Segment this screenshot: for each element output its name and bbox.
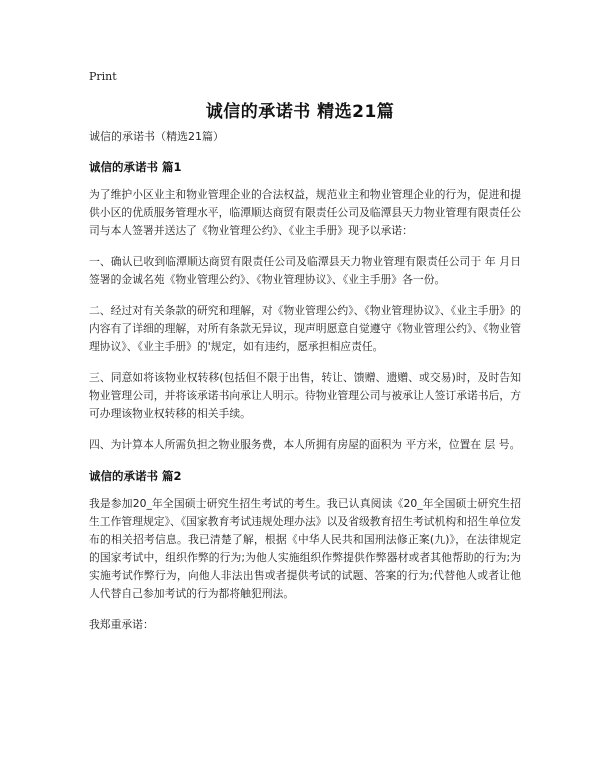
section-heading: 诚信的承诺书 篇2 — [89, 469, 182, 483]
document-subtitle: 诚信的承诺书（精选21篇） — [89, 130, 224, 143]
print-link[interactable]: Print — [89, 70, 117, 83]
paragraph: 一、确认已收到临潭顺达商贸有限责任公司及临潭县天力物业管理有限责任公司于 年 月日签署的金诚名苑《物业管理公约》、《物业管理协议》、《业主手册》各一份。 — [89, 255, 521, 286]
section-2 — [89, 467, 521, 634]
paragraph: 我是参加20_年全国硕士研究生招生考试的考生。我已认真阅读《20_年全国硕士研究生招生工作管理规定》、《国家教育考试违规处理办法》以及省级教育招生考试机构和招生单位发布的相关招考信息。我已清楚了解，根据《中华人民共和国刑法修正案(九)》，在法律规定的国家考试中，组织作弊的行为;为他人实施组织作弊提供作弊器材或者其他帮助的行为;为实施考试作弊行为，向他人非法出售或者提供考试的试题、答案的行为;代替他人或者让他人代替自己参加考试的行为都将触犯刑法。 — [89, 497, 521, 600]
paragraph: 四、为计算本人所需负担之物业服务费，本人所拥有房屋的面积为 平方米，位置在 层 号。 — [89, 438, 521, 451]
section-heading: 诚信的承诺书 篇1 — [89, 160, 182, 174]
document-title: 诚信的承诺书 精选21篇 — [205, 102, 395, 122]
paragraph: 三、同意如将该物业权转移(包括但不限于出售，转让、馈赠、遗赠、或交易)时，及时告知物业管理公司，并将该承诺书向承让人明示。待物业管理公司与被承让人签订承诺书后，方可办理该物业权转移的相关手续。 — [89, 371, 521, 420]
section-1 — [89, 158, 521, 454]
paragraph: 我郑重承诺： — [89, 618, 154, 631]
paragraph: 为了维护小区业主和物业管理企业的合法权益，规范业主和物业管理企业的行为，促进和提供小区的优质服务管理水平，临潭顺达商贸有限责任公司及临潭县天力物业管理有限责任公司与本人签署并送达了《物业管理公约》、《业主手册》现予以承诺： — [89, 188, 521, 237]
paragraph: 二、经过对有关条款的研究和理解，对《物业管理公约》、《物业管理协议》、《业主手册》的内容有了详细的理解，对所有条款无异议，现声明愿意自觉遵守《物业管理公约》、《物业管理协议》、《业主手册》的'规定，如有违约，愿承担相应责任。 — [89, 304, 521, 353]
document-body — [89, 128, 521, 647]
